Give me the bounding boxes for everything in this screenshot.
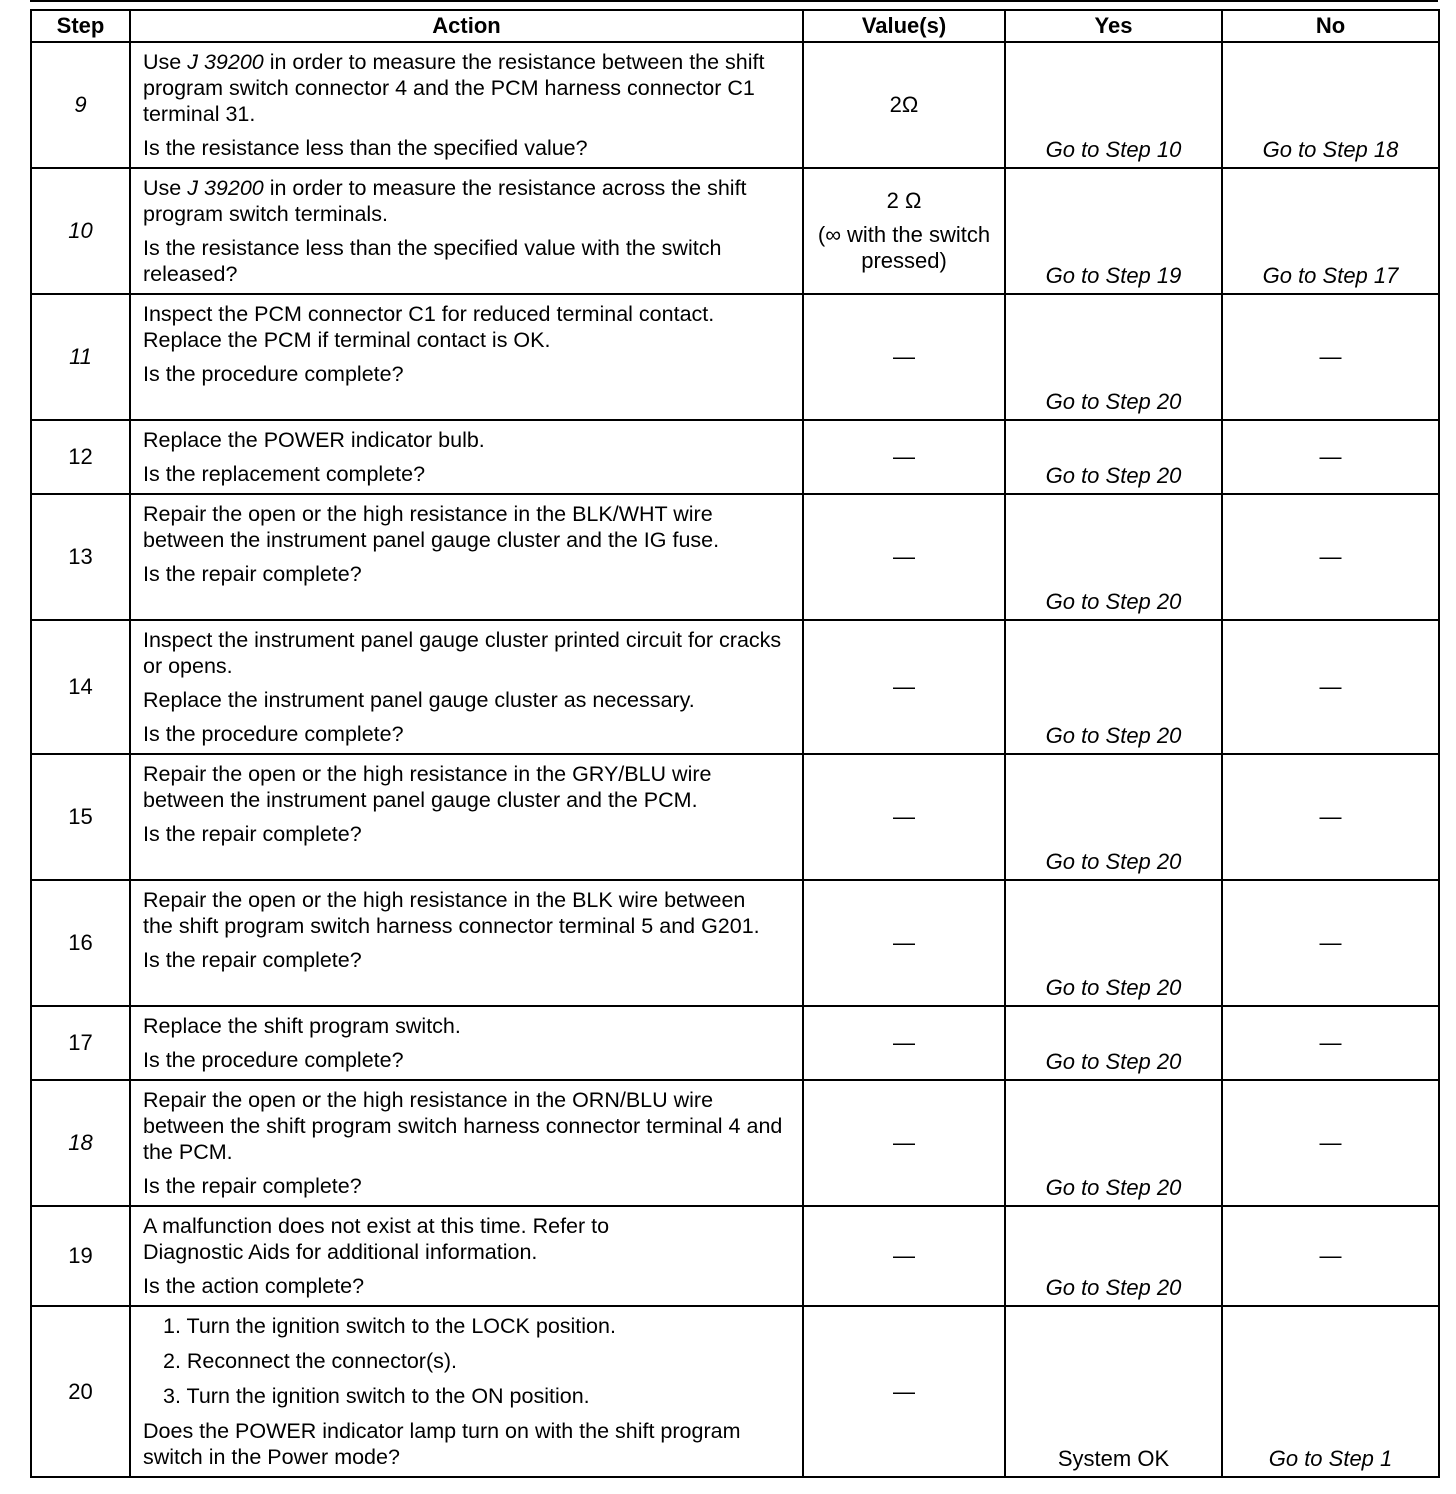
action-cell bbox=[130, 620, 803, 754]
action-text: A malfunction does not exist at this time. Refer to Diagnostic Aids for additional information. bbox=[143, 1214, 610, 1264]
action-text: Replace the shift program switch. bbox=[143, 1014, 461, 1038]
step-number: 17 bbox=[31, 1006, 130, 1080]
value-cell: — bbox=[803, 1206, 1005, 1306]
value-cell bbox=[803, 168, 1005, 294]
value-main: 2 Ω bbox=[886, 188, 922, 213]
table-row bbox=[31, 1206, 1439, 1306]
yes-cell: Go to Step 20 bbox=[1005, 420, 1222, 494]
value-cell: — bbox=[803, 620, 1005, 754]
action-cell bbox=[130, 1080, 803, 1206]
step-number: 16 bbox=[31, 880, 130, 1006]
value-cell: — bbox=[803, 420, 1005, 494]
value-cell: — bbox=[803, 1080, 1005, 1206]
step-number: 10 bbox=[31, 168, 130, 294]
step-number: 11 bbox=[31, 294, 130, 420]
step-number: 9 bbox=[31, 42, 130, 168]
no-cell: Go to Step 1 bbox=[1222, 1306, 1439, 1477]
yes-cell: Go to Step 20 bbox=[1005, 294, 1222, 420]
action-cell bbox=[130, 420, 803, 494]
table-row bbox=[31, 494, 1439, 620]
no-cell: — bbox=[1222, 620, 1439, 754]
tool-name: J 39200 bbox=[187, 50, 264, 74]
table-top-rule bbox=[30, 0, 1438, 2]
no-cell: — bbox=[1222, 420, 1439, 494]
header-step: Step bbox=[31, 10, 130, 42]
table-row bbox=[31, 168, 1439, 294]
yes-cell: Go to Step 10 bbox=[1005, 42, 1222, 168]
list-item: 2. Reconnect the connector(s). bbox=[163, 1349, 457, 1373]
yes-cell: Go to Step 20 bbox=[1005, 1206, 1222, 1306]
action-text: Use J 39200 in order to measure the resistance between the shift program switch connector 4 and the PCM harness connector C1 terminal 31. bbox=[143, 50, 765, 126]
header-row bbox=[31, 10, 1439, 42]
value-note: (∞ with the switch pressed) bbox=[817, 222, 991, 273]
no-cell: Go to Step 18 bbox=[1222, 42, 1439, 168]
action-cell bbox=[130, 168, 803, 294]
table-row bbox=[31, 880, 1439, 1006]
yes-cell: System OK bbox=[1005, 1306, 1222, 1477]
table-row bbox=[31, 1006, 1439, 1080]
table-row bbox=[31, 42, 1439, 168]
yes-cell: Go to Step 19 bbox=[1005, 168, 1222, 294]
action-step-list bbox=[143, 1313, 792, 1409]
action-question: Is the resistance less than the specified value with the switch released? bbox=[143, 236, 722, 286]
header-values: Value(s) bbox=[803, 10, 1005, 42]
yes-cell: Go to Step 20 bbox=[1005, 754, 1222, 880]
value-cell: — bbox=[803, 294, 1005, 420]
step-number: 20 bbox=[31, 1306, 130, 1477]
action-cell bbox=[130, 494, 803, 620]
header-action: Action bbox=[130, 10, 803, 42]
action-question: Is the procedure complete? bbox=[143, 1048, 404, 1072]
action-cell bbox=[130, 754, 803, 880]
diagnostic-table bbox=[30, 9, 1440, 1478]
table-row bbox=[31, 420, 1439, 494]
step-number: 14 bbox=[31, 620, 130, 754]
action-cell bbox=[130, 294, 803, 420]
value-cell: — bbox=[803, 1306, 1005, 1477]
value-cell: — bbox=[803, 880, 1005, 1006]
no-cell: — bbox=[1222, 1206, 1439, 1306]
action-text: Replace the POWER indicator bulb. bbox=[143, 428, 485, 452]
action-cell bbox=[130, 1206, 803, 1306]
no-cell: — bbox=[1222, 294, 1439, 420]
action-text: Repair the open or the high resistance in the ORN/BLU wire between the shift program switch harness connector terminal 4 and the PCM. bbox=[143, 1088, 783, 1164]
list-item: 1. Turn the ignition switch to the LOCK position. bbox=[163, 1314, 616, 1338]
header-yes: Yes bbox=[1005, 10, 1222, 42]
yes-cell: Go to Step 20 bbox=[1005, 620, 1222, 754]
no-cell: — bbox=[1222, 494, 1439, 620]
table-row bbox=[31, 754, 1439, 880]
yes-cell: Go to Step 20 bbox=[1005, 494, 1222, 620]
yes-cell: Go to Step 20 bbox=[1005, 1006, 1222, 1080]
list-item: 3. Turn the ignition switch to the ON position. bbox=[163, 1384, 590, 1408]
action-text: Inspect the instrument panel gauge cluster printed circuit for cracks or opens. bbox=[143, 628, 782, 678]
action-question: Is the repair complete? bbox=[143, 562, 362, 586]
action-text: Repair the open or the high resistance in the BLK wire between the shift program switch harness connector terminal 5 and G201. bbox=[143, 888, 760, 938]
action-question: Is the procedure complete? bbox=[143, 362, 404, 386]
action-question: Is the replacement complete? bbox=[143, 462, 426, 486]
no-cell: — bbox=[1222, 880, 1439, 1006]
action-question: Is the repair complete? bbox=[143, 1174, 362, 1198]
table-row bbox=[31, 1080, 1439, 1206]
action-text: Replace the instrument panel gauge cluster as necessary. bbox=[143, 688, 695, 712]
step-number: 12 bbox=[31, 420, 130, 494]
yes-cell: Go to Step 20 bbox=[1005, 880, 1222, 1006]
value-cell: — bbox=[803, 754, 1005, 880]
no-cell: Go to Step 17 bbox=[1222, 168, 1439, 294]
yes-cell: Go to Step 20 bbox=[1005, 1080, 1222, 1206]
action-question: Does the POWER indicator lamp turn on with the shift program switch in the Power mode? bbox=[143, 1419, 741, 1469]
action-question: Is the repair complete? bbox=[143, 822, 362, 846]
table-row bbox=[31, 1306, 1439, 1477]
action-text: Inspect the PCM connector C1 for reduced terminal contact. Replace the PCM if terminal contact is OK. bbox=[143, 302, 715, 352]
no-cell: — bbox=[1222, 754, 1439, 880]
action-question: Is the repair complete? bbox=[143, 948, 362, 972]
action-question: Is the resistance less than the specified value? bbox=[143, 136, 588, 160]
no-cell: — bbox=[1222, 1006, 1439, 1080]
value-cell: — bbox=[803, 494, 1005, 620]
table-row bbox=[31, 620, 1439, 754]
step-number: 13 bbox=[31, 494, 130, 620]
step-number: 19 bbox=[31, 1206, 130, 1306]
table-row bbox=[31, 294, 1439, 420]
action-cell bbox=[130, 42, 803, 168]
action-cell bbox=[130, 1006, 803, 1080]
action-cell bbox=[130, 880, 803, 1006]
action-question: Is the procedure complete? bbox=[143, 722, 404, 746]
value-cell: 2Ω bbox=[803, 42, 1005, 168]
step-number: 18 bbox=[31, 1080, 130, 1206]
action-cell bbox=[130, 1306, 803, 1477]
action-question: Is the action complete? bbox=[143, 1274, 365, 1298]
action-text: Use J 39200 in order to measure the resistance across the shift program switch terminals. bbox=[143, 176, 747, 226]
action-text: Repair the open or the high resistance in the BLK/WHT wire between the instrument panel gauge cluster and the IG fuse. bbox=[143, 502, 720, 552]
step-number: 15 bbox=[31, 754, 130, 880]
no-cell: — bbox=[1222, 1080, 1439, 1206]
tool-name: J 39200 bbox=[187, 176, 264, 200]
value-cell: — bbox=[803, 1006, 1005, 1080]
header-no: No bbox=[1222, 10, 1439, 42]
action-text: Repair the open or the high resistance in the GRY/BLU wire between the instrument panel gauge cluster and the PCM. bbox=[143, 762, 712, 812]
